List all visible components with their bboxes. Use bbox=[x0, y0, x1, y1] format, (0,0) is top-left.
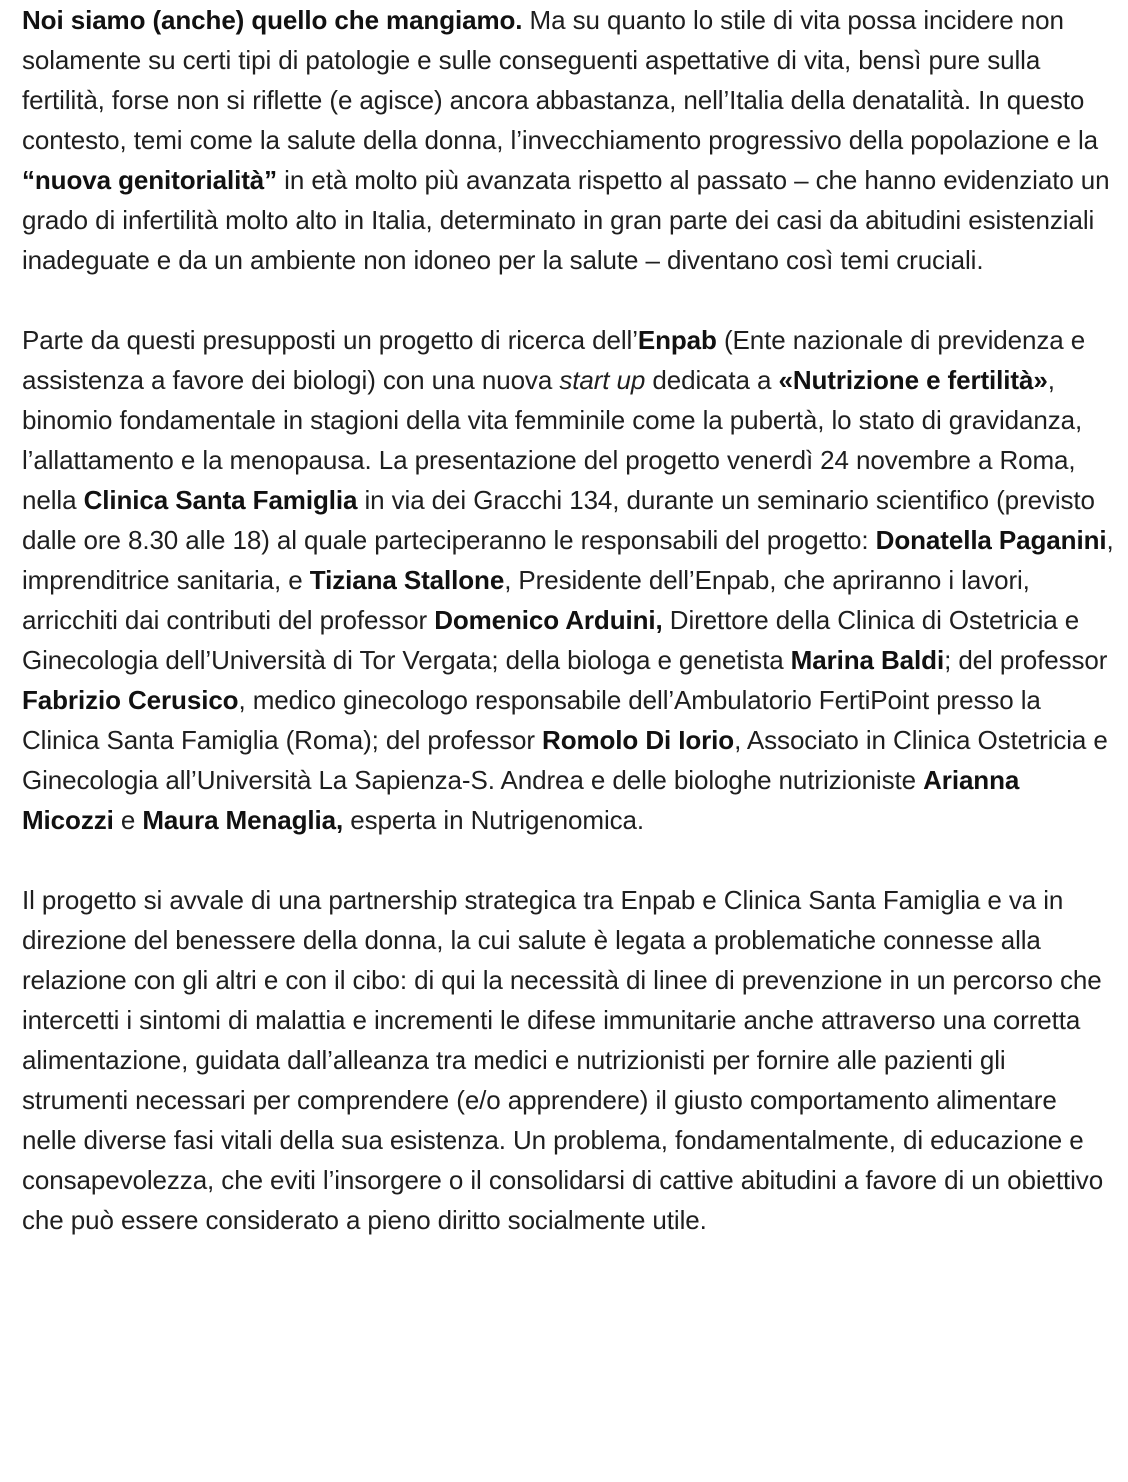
text-span: , Presidente dell’Enpab, che apriranno i lavori, arricchiti dai contributi del professor bbox=[22, 565, 1030, 635]
text-span: , binomio fondamentale in stagioni della vita femminile come la pubertà, lo stato di gravidanza, l’allattamento e la menopausa. La presentazione del progetto venerdì 24 novembre a Roma, nella bbox=[22, 365, 1083, 515]
text-span: , medico ginecologo responsabile dell’Ambulatorio FertiPoint presso la Clinica Santa Famiglia (Roma); del professor bbox=[22, 685, 1041, 755]
bold-term: Enpab bbox=[637, 325, 717, 355]
text-span: (Ente nazionale di previdenza e assistenza a favore dei biologi) con una nuova bbox=[22, 325, 1086, 395]
lead-sentence: Noi siamo (anche) quello che mangiamo. bbox=[22, 5, 523, 35]
paragraph-intro bbox=[22, 0, 1114, 280]
bold-name: Donatella Paganini bbox=[875, 525, 1107, 555]
bold-name: Domenico Arduini, bbox=[434, 605, 663, 635]
bold-term: “nuova genitorialità” bbox=[22, 165, 278, 195]
italic-term: start up bbox=[559, 365, 646, 395]
text-span: , imprenditrice sanitaria, e bbox=[22, 525, 1114, 595]
text-span: ; del professor bbox=[944, 645, 1108, 675]
text-span: Il progetto si avvale di una partnership strategica tra Enpab e Clinica Santa Famiglia e va in direzione del benessere della donna, la cui salute è legata a problematiche connesse alla relazione con gli altri e con il cibo: di qui la necessità di linee di prevenzione in un percorso che intercetti i sintomi di malattia e incrementi le difese immunitarie anche attraverso una corretta alimentazione, guidata dall’alleanza tra medici e nutrizionisti per fornire alle pazienti gli strumenti necessari per comprendere (e/o apprendere) il giusto comportamento alimentare nelle diverse fasi vitali della sua esistenza. Un problema, fondamentalmente, di educazione e consapevolezza, che eviti l’insorgere o il consolidarsi di cattive abitudini a favore di un obiettivo che può essere considerato a pieno diritto socialmente utile. bbox=[22, 885, 1104, 1235]
text-span: in via dei Gracchi 134, durante un seminario scientifico (previsto dalle ore 8.30 alle 18) al quale parteciperanno le responsabili del progetto: bbox=[22, 485, 1095, 555]
bold-term: «Nutrizione e fertilità» bbox=[778, 365, 1048, 395]
text-span: Parte da questi presupposti un progetto di ricerca dell’ bbox=[22, 325, 638, 355]
bold-name: Fabrizio Cerusico bbox=[22, 685, 239, 715]
paragraph-partnership bbox=[22, 880, 1114, 1240]
text-span: Direttore della Clinica di Ostetricia e Ginecologia dell’Università di Tor Vergata; della biologa e genetista bbox=[22, 605, 1080, 675]
bold-name: Arianna Micozzi bbox=[22, 765, 1020, 835]
text-span: dedicata a bbox=[645, 365, 779, 395]
text-span: in età molto più avanzata rispetto al passato – che hanno evidenziato un grado di infertilità molto alto in Italia, determinato in gran parte dei casi da abitudini esistenziali inadeguate e da un ambiente non idoneo per la salute – diventano così temi cruciali. bbox=[22, 165, 1110, 275]
bold-name: Tiziana Stallone bbox=[309, 565, 505, 595]
text-span: e bbox=[113, 805, 143, 835]
bold-name: Romolo Di Iorio bbox=[542, 725, 735, 755]
bold-term: Clinica Santa Famiglia bbox=[83, 485, 358, 515]
text-span: Ma su quanto lo stile di vita possa incidere non solamente su certi tipi di patologie e sulle conseguenti aspettative di vita, bensì pure sulla fertilità, forse non si riflette (e agisce) ancora abbastanza, nell’Italia della denatalità. In questo contesto, temi come la salute della donna, l’invecchiamento progressivo della popolazione e la bbox=[22, 5, 1099, 155]
text-span: esperta in Nutrigenomica. bbox=[343, 805, 645, 835]
bold-name: Maura Menaglia, bbox=[142, 805, 344, 835]
text-span: , Associato in Clinica Ostetricia e Ginecologia all’Università La Sapienza-S. Andrea e delle biologhe nutrizioniste bbox=[22, 725, 1108, 795]
paragraph-project bbox=[22, 320, 1114, 840]
bold-name: Marina Baldi bbox=[790, 645, 945, 675]
